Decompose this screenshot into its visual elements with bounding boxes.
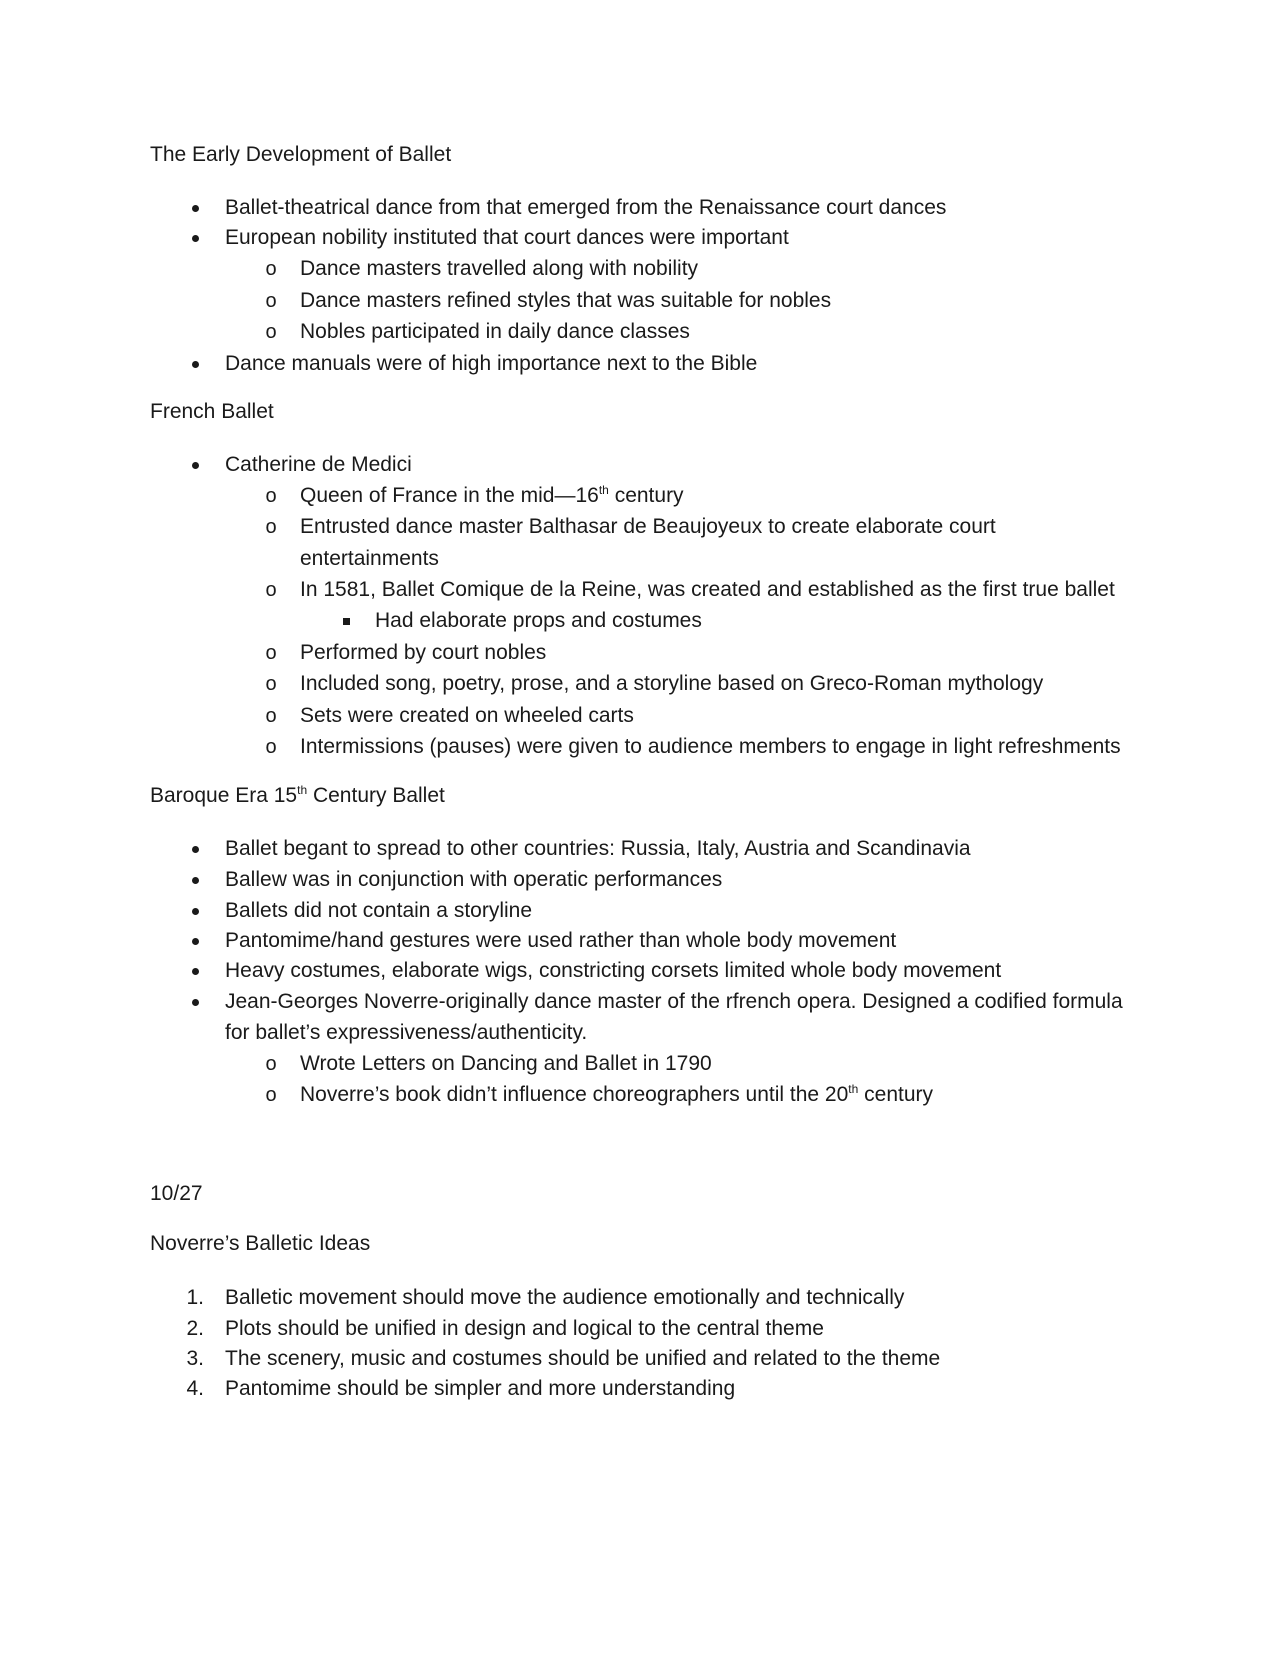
circle-bullet-icon: o [265,1053,277,1075]
circle-bullet-icon: o [265,705,277,727]
list-number: 1. [186,1286,204,1309]
bullet-icon [182,449,208,481]
circle-bullet-icon: o [265,736,277,758]
circle-bullet-icon: o [265,516,277,538]
circle-bullet-icon: o [265,1084,277,1106]
circle-bullet-icon: o [265,579,277,601]
bullet-icon [182,955,208,987]
section-heading-noverre: Noverre’s Balletic Ideas [150,1232,371,1255]
bullet-icon [182,925,208,957]
circle-bullet-icon: o [265,673,277,695]
bullet-icon [182,895,208,927]
circle-bullet-icon: o [265,258,277,280]
section-heading-baroque: Baroque Era 15th Century Ballet [150,783,445,807]
circle-bullet-icon: o [265,485,277,507]
list-number: 3. [186,1347,204,1370]
bullet-icon [182,348,208,380]
bullet-icon [182,864,208,896]
bullet-icon [182,986,208,1018]
circle-bullet-icon: o [265,290,277,312]
list-number: 4. [186,1377,204,1400]
section-heading-early: The Early Development of Ballet [150,143,452,166]
section-heading-french: French Ballet [150,400,274,423]
bullet-icon [182,222,208,254]
list-number: 2. [186,1317,204,1340]
circle-bullet-icon: o [265,321,277,343]
circle-bullet-icon: o [265,642,277,664]
bullet-icon [182,833,208,865]
square-bullet-icon [333,605,359,637]
date-label: 10/27 [150,1182,203,1205]
bullet-icon [182,192,208,224]
